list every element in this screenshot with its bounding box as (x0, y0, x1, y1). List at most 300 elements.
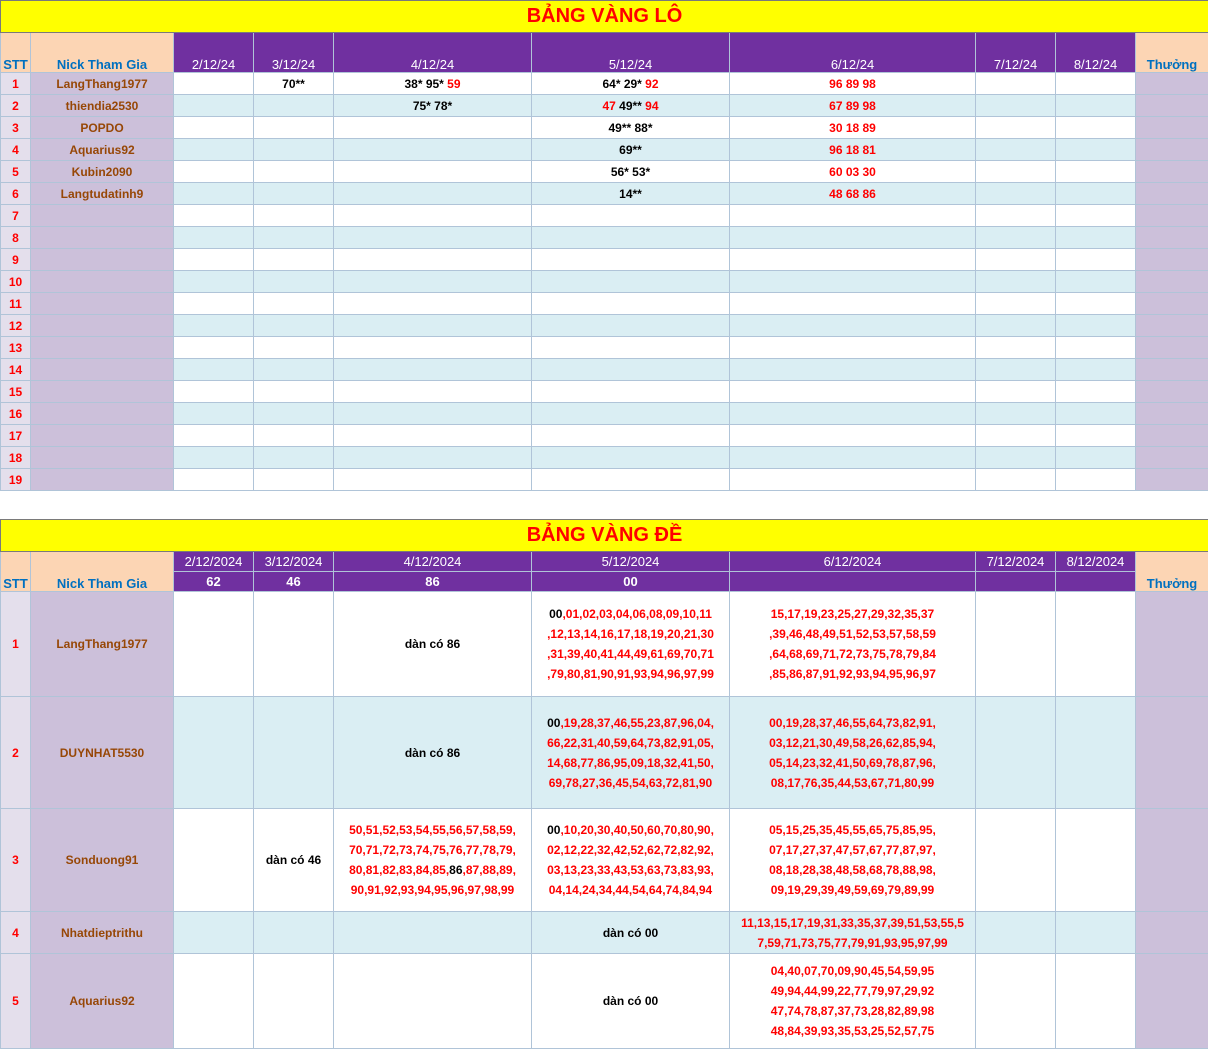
pick-cell[interactable] (976, 315, 1056, 337)
pick-cell[interactable] (254, 954, 334, 1049)
pick-cell[interactable] (976, 954, 1056, 1049)
pick-cell[interactable] (730, 403, 976, 425)
pick-cell[interactable] (334, 271, 532, 293)
cell-text: 69,78,27,36,45,54,63,72,81,90 (548, 775, 713, 790)
reward-cell[interactable] (1136, 205, 1208, 227)
pick-cell[interactable] (532, 205, 730, 227)
pick-cell[interactable] (174, 359, 254, 381)
pick-cell[interactable] (532, 271, 730, 293)
pick-cell[interactable] (254, 205, 334, 227)
nick-name: LangThang1977 (31, 73, 174, 95)
pick-cell[interactable] (254, 425, 334, 447)
reward-cell[interactable] (1136, 425, 1208, 447)
reward-cell[interactable] (1136, 912, 1208, 954)
lo-date-header: 4/12/24 (334, 33, 532, 73)
reward-cell[interactable] (1136, 271, 1208, 293)
pick-cell[interactable] (174, 95, 254, 117)
pick-cell[interactable] (1056, 425, 1136, 447)
lo-date-header: 5/12/24 (532, 33, 730, 73)
nick-name (31, 315, 174, 337)
pick-cell[interactable] (254, 249, 334, 271)
pick-cell[interactable] (1056, 954, 1136, 1049)
cell-line (532, 840, 729, 860)
pick-cell[interactable] (532, 469, 730, 491)
pick-cell[interactable] (1056, 117, 1136, 139)
pick-cell[interactable] (174, 205, 254, 227)
pick-cell[interactable] (1056, 139, 1136, 161)
pick-cell[interactable] (334, 954, 532, 1049)
pick-cell[interactable] (334, 809, 532, 912)
pick-cell[interactable] (532, 161, 730, 183)
pick-cell[interactable] (532, 954, 730, 1049)
pick-cell[interactable] (532, 139, 730, 161)
de-date-header: 3/12/2024 (254, 552, 334, 572)
pick-cell[interactable] (1056, 337, 1136, 359)
cell-line (334, 860, 531, 880)
cell-line (532, 773, 729, 793)
cell-line (532, 624, 729, 644)
nick-name (31, 227, 174, 249)
reward-cell[interactable] (1136, 139, 1208, 161)
pick-cell[interactable] (532, 95, 730, 117)
nick-name (31, 381, 174, 403)
pick-cell[interactable] (334, 447, 532, 469)
pick-cell[interactable] (730, 249, 976, 271)
pick-cell[interactable] (254, 293, 334, 315)
table-row (1, 117, 1208, 139)
pick-cell[interactable] (532, 227, 730, 249)
pick-cell[interactable] (1056, 381, 1136, 403)
pick-cell[interactable] (174, 447, 254, 469)
pick-cell[interactable] (976, 359, 1056, 381)
cell-text: dàn có 46 (265, 853, 322, 867)
pick-cell[interactable] (730, 139, 976, 161)
pick-cell[interactable] (532, 381, 730, 403)
pick-cell[interactable] (730, 592, 976, 697)
pick-cell[interactable] (334, 161, 532, 183)
pick-cell[interactable] (976, 337, 1056, 359)
pick-cell[interactable] (174, 912, 254, 954)
pick-cell[interactable] (976, 447, 1056, 469)
reward-cell[interactable] (1136, 73, 1208, 95)
de-nick-header: Nick Tham Gia (31, 552, 174, 592)
pick-cell[interactable] (1056, 73, 1136, 95)
lo-nick-header: Nick Tham Gia (31, 33, 174, 73)
pick-cell[interactable] (174, 271, 254, 293)
pick-cell[interactable] (730, 337, 976, 359)
pick-cell[interactable] (334, 205, 532, 227)
pick-cell[interactable] (1056, 293, 1136, 315)
table-row (1, 592, 1208, 697)
pick-cell[interactable] (730, 73, 976, 95)
pick-cell[interactable] (730, 359, 976, 381)
pick-cell[interactable] (334, 403, 532, 425)
pick-cell[interactable] (532, 592, 730, 697)
lo-stt-header: STT (1, 33, 31, 73)
row-number: 6 (1, 183, 31, 205)
pick-cell[interactable] (254, 139, 334, 161)
pick-cell[interactable] (334, 381, 532, 403)
pick-cell[interactable] (174, 139, 254, 161)
table-row (1, 271, 1208, 293)
pick-cell[interactable] (174, 425, 254, 447)
pick-cell[interactable] (730, 293, 976, 315)
cell-text: 00 (547, 823, 561, 837)
pick-cell[interactable] (174, 381, 254, 403)
cell-text: 15,17,19,23,25,27,29,32,35,37 (770, 607, 935, 621)
reward-cell[interactable] (1136, 403, 1208, 425)
cell-text: 64* 29* (602, 76, 646, 91)
pick-cell[interactable] (334, 359, 532, 381)
pick-cell[interactable] (334, 95, 532, 117)
pick-cell[interactable] (1056, 592, 1136, 697)
pick-cell[interactable] (174, 183, 254, 205)
pick-cell[interactable] (254, 227, 334, 249)
de-result (730, 572, 976, 592)
pick-cell[interactable] (174, 315, 254, 337)
pick-cell[interactable] (976, 205, 1056, 227)
reward-cell[interactable] (1136, 469, 1208, 491)
pick-cell[interactable] (1056, 469, 1136, 491)
pick-cell[interactable] (730, 469, 976, 491)
pick-cell[interactable] (1056, 183, 1136, 205)
cell-text: 03,13,23,33,43,53,63,73,83,93, (547, 863, 714, 877)
pick-cell[interactable] (174, 469, 254, 491)
pick-cell[interactable] (174, 809, 254, 912)
pick-cell[interactable] (334, 315, 532, 337)
pick-cell[interactable] (334, 592, 532, 697)
cell-line (532, 820, 729, 840)
reward-cell[interactable] (1136, 95, 1208, 117)
pick-cell[interactable] (976, 117, 1056, 139)
lo-table (0, 0, 1208, 491)
cell-text: 48,84,39,93,35,53,25,52,57,75 (770, 1024, 935, 1038)
table-row (1, 315, 1208, 337)
pick-cell[interactable] (976, 227, 1056, 249)
cell-text: 7,59,71,73,75,77,79,91,93,95,97,99 (757, 935, 948, 950)
table-row (1, 73, 1208, 95)
pick-cell[interactable] (976, 425, 1056, 447)
pick-cell[interactable] (254, 809, 334, 912)
cell-text: dàn có 86 (404, 745, 461, 760)
pick-cell[interactable] (174, 227, 254, 249)
pick-cell[interactable] (334, 337, 532, 359)
pick-cell[interactable] (1056, 95, 1136, 117)
pick-cell[interactable] (532, 425, 730, 447)
pick-cell[interactable] (532, 117, 730, 139)
cell-text: 90,91,92,93,94,95,96,97,98,99 (350, 883, 515, 897)
pick-cell[interactable] (1056, 403, 1136, 425)
pick-cell[interactable] (174, 403, 254, 425)
pick-cell[interactable] (976, 697, 1056, 809)
pick-cell[interactable] (174, 117, 254, 139)
pick-cell[interactable] (174, 592, 254, 697)
pick-cell[interactable] (254, 592, 334, 697)
pick-cell[interactable] (174, 337, 254, 359)
pick-cell[interactable] (334, 139, 532, 161)
de-result (976, 572, 1056, 592)
cell-text: 08,18,28,38,48,58,68,78,88,98, (769, 863, 936, 877)
row-number: 10 (1, 271, 31, 293)
cell-text: 49,94,44,99,22,77,79,97,29,92 (770, 984, 935, 998)
nick-name: Aquarius92 (31, 139, 174, 161)
pick-cell[interactable] (532, 447, 730, 469)
pick-cell[interactable] (254, 337, 334, 359)
de-result: 46 (254, 572, 334, 592)
pick-cell[interactable] (730, 271, 976, 293)
nick-name: Langtudatinh9 (31, 183, 174, 205)
cell-text: ,79,80,81,90,91,93,94,96,97,99 (547, 667, 714, 681)
cell-text: 66,22,31,40,59,64,73,82,91,05, (547, 735, 714, 750)
cell-line (730, 913, 975, 933)
reward-cell[interactable] (1136, 315, 1208, 337)
pick-cell[interactable] (254, 469, 334, 491)
cell-text: 59 (447, 76, 461, 91)
reward-cell[interactable] (1136, 161, 1208, 183)
de-date-header: 8/12/2024 (1056, 552, 1136, 572)
cell-line (730, 1021, 975, 1041)
pick-cell[interactable] (1056, 227, 1136, 249)
pick-cell[interactable] (730, 117, 976, 139)
cell-line (532, 713, 729, 733)
reward-cell[interactable] (1136, 954, 1208, 1049)
cell-text: 70,71,72,73,74,75,76,77,78,79, (349, 843, 516, 857)
pick-cell[interactable] (1056, 359, 1136, 381)
table-row (1, 95, 1208, 117)
pick-cell[interactable] (532, 403, 730, 425)
nick-name (31, 359, 174, 381)
pick-cell[interactable] (976, 161, 1056, 183)
pick-cell[interactable] (334, 117, 532, 139)
pick-cell[interactable] (254, 381, 334, 403)
pick-cell[interactable] (254, 73, 334, 95)
cell-text: 07,17,27,37,47,57,67,77,87,97, (769, 843, 936, 857)
pick-cell[interactable] (334, 183, 532, 205)
pick-cell[interactable] (976, 403, 1056, 425)
reward-cell[interactable] (1136, 293, 1208, 315)
row-number: 1 (1, 73, 31, 95)
cell-line (730, 733, 975, 753)
table-row (1, 183, 1208, 205)
reward-cell[interactable] (1136, 249, 1208, 271)
de-thuong-header: Thưởng (1136, 552, 1208, 592)
nick-name (31, 403, 174, 425)
reward-cell[interactable] (1136, 227, 1208, 249)
pick-cell[interactable] (730, 809, 976, 912)
pick-cell[interactable] (334, 425, 532, 447)
reward-cell[interactable] (1136, 447, 1208, 469)
reward-cell[interactable] (1136, 183, 1208, 205)
pick-cell[interactable] (254, 697, 334, 809)
nick-name: thiendia2530 (31, 95, 174, 117)
pick-cell[interactable] (254, 315, 334, 337)
pick-cell[interactable] (730, 315, 976, 337)
cell-line (532, 644, 729, 664)
cell-text: 09,19,29,39,49,59,69,79,89,99 (770, 883, 935, 897)
cell-text: ,12,13,14,16,17,18,19,20,21,30 (547, 627, 714, 641)
table-row (1, 954, 1208, 1049)
pick-cell[interactable] (1056, 271, 1136, 293)
pick-cell[interactable] (334, 697, 532, 809)
pick-cell[interactable] (976, 73, 1056, 95)
cell-text: 04,14,24,34,44,54,64,74,84,94 (548, 883, 713, 897)
cell-line (730, 664, 975, 684)
pick-cell[interactable] (976, 95, 1056, 117)
pick-cell[interactable] (730, 912, 976, 954)
pick-cell[interactable] (730, 697, 976, 809)
pick-cell[interactable] (976, 139, 1056, 161)
row-number: 11 (1, 293, 31, 315)
cell-line (730, 624, 975, 644)
pick-cell[interactable] (976, 183, 1056, 205)
row-number: 5 (1, 161, 31, 183)
pick-cell[interactable] (532, 337, 730, 359)
pick-cell[interactable] (532, 912, 730, 954)
cell-line (532, 753, 729, 773)
de-title: BẢNG VÀNG ĐỀ (1, 520, 1208, 552)
pick-cell[interactable] (532, 183, 730, 205)
pick-cell[interactable] (254, 271, 334, 293)
pick-cell[interactable] (254, 912, 334, 954)
table-row (1, 293, 1208, 315)
table-row (1, 337, 1208, 359)
cell-line (730, 820, 975, 840)
cell-line (334, 743, 531, 763)
pick-cell[interactable] (254, 403, 334, 425)
pick-cell[interactable] (1056, 697, 1136, 809)
pick-cell[interactable] (174, 73, 254, 95)
de-table (0, 519, 1208, 1049)
pick-cell[interactable] (174, 293, 254, 315)
pick-cell[interactable] (976, 809, 1056, 912)
pick-cell[interactable] (334, 293, 532, 315)
pick-cell[interactable] (334, 249, 532, 271)
table-row (1, 359, 1208, 381)
pick-cell[interactable] (254, 359, 334, 381)
cell-text: 47,74,78,87,37,73,28,82,89,98 (770, 1004, 935, 1018)
reward-cell[interactable] (1136, 381, 1208, 403)
table-row (1, 227, 1208, 249)
lo-title: BẢNG VÀNG LÔ (1, 1, 1208, 33)
pick-cell[interactable] (976, 592, 1056, 697)
reward-cell[interactable] (1136, 337, 1208, 359)
pick-cell[interactable] (1056, 249, 1136, 271)
pick-cell[interactable] (532, 73, 730, 95)
cell-text: 86 (449, 863, 463, 877)
pick-cell[interactable] (334, 469, 532, 491)
reward-cell[interactable] (1136, 592, 1208, 697)
reward-cell[interactable] (1136, 809, 1208, 912)
pick-cell[interactable] (976, 381, 1056, 403)
pick-cell[interactable] (532, 249, 730, 271)
row-number: 2 (1, 95, 31, 117)
pick-cell[interactable] (1056, 447, 1136, 469)
cell-text: 08,17,76,35,44,53,67,71,80,99 (770, 775, 935, 790)
nick-name: Sonduong91 (31, 809, 174, 912)
pick-cell[interactable] (174, 249, 254, 271)
cell-text: 94 (645, 98, 659, 113)
reward-cell[interactable] (1136, 697, 1208, 809)
pick-cell[interactable] (334, 73, 532, 95)
pick-cell[interactable] (730, 381, 976, 403)
cell-line (334, 634, 531, 654)
row-number: 3 (1, 117, 31, 139)
pick-cell[interactable] (976, 293, 1056, 315)
pick-cell[interactable] (730, 205, 976, 227)
pick-cell[interactable] (730, 161, 976, 183)
pick-cell[interactable] (1056, 912, 1136, 954)
pick-cell[interactable] (532, 697, 730, 809)
pick-cell[interactable] (174, 697, 254, 809)
pick-cell[interactable] (730, 954, 976, 1049)
cell-text: 04,40,07,70,09,90,45,54,59,95 (770, 964, 935, 978)
pick-cell[interactable] (730, 425, 976, 447)
de-date-header: 6/12/2024 (730, 552, 976, 572)
nick-name (31, 447, 174, 469)
pick-cell[interactable] (730, 227, 976, 249)
pick-cell[interactable] (532, 293, 730, 315)
row-number: 7 (1, 205, 31, 227)
pick-cell[interactable] (532, 359, 730, 381)
pick-cell[interactable] (334, 227, 532, 249)
row-number: 18 (1, 447, 31, 469)
row-number: 5 (1, 954, 31, 1049)
pick-cell[interactable] (976, 912, 1056, 954)
pick-cell[interactable] (976, 249, 1056, 271)
row-number: 1 (1, 592, 31, 697)
pick-cell[interactable] (254, 447, 334, 469)
cell-text: 70** (282, 76, 305, 91)
pick-cell[interactable] (976, 469, 1056, 491)
pick-cell[interactable] (730, 95, 976, 117)
nick-name (31, 205, 174, 227)
cell-line (532, 991, 729, 1011)
pick-cell[interactable] (730, 447, 976, 469)
pick-cell[interactable] (532, 809, 730, 912)
cell-text: 92 (645, 76, 659, 91)
pick-cell[interactable] (1056, 809, 1136, 912)
pick-cell[interactable] (254, 161, 334, 183)
nick-name: Aquarius92 (31, 954, 174, 1049)
pick-cell[interactable] (254, 117, 334, 139)
nick-name (31, 425, 174, 447)
de-date-header: 2/12/2024 (174, 552, 254, 572)
row-number: 4 (1, 139, 31, 161)
pick-cell[interactable] (1056, 315, 1136, 337)
pick-cell[interactable] (334, 912, 532, 954)
cell-text: ,39,46,48,49,51,52,53,57,58,59 (769, 627, 936, 641)
pick-cell[interactable] (532, 315, 730, 337)
pick-cell[interactable] (1056, 161, 1136, 183)
pick-cell[interactable] (730, 183, 976, 205)
reward-cell[interactable] (1136, 359, 1208, 381)
pick-cell[interactable] (174, 954, 254, 1049)
cell-line (532, 664, 729, 684)
de-result (1056, 572, 1136, 592)
pick-cell[interactable] (976, 271, 1056, 293)
reward-cell[interactable] (1136, 117, 1208, 139)
cell-line (532, 880, 729, 900)
cell-text: 69** (619, 142, 642, 157)
pick-cell[interactable] (1056, 205, 1136, 227)
row-number: 19 (1, 469, 31, 491)
pick-cell[interactable] (254, 183, 334, 205)
de-date-header: 5/12/2024 (532, 552, 730, 572)
cell-text: 96 18 81 (829, 142, 876, 157)
pick-cell[interactable] (254, 95, 334, 117)
pick-cell[interactable] (174, 161, 254, 183)
row-number: 15 (1, 381, 31, 403)
